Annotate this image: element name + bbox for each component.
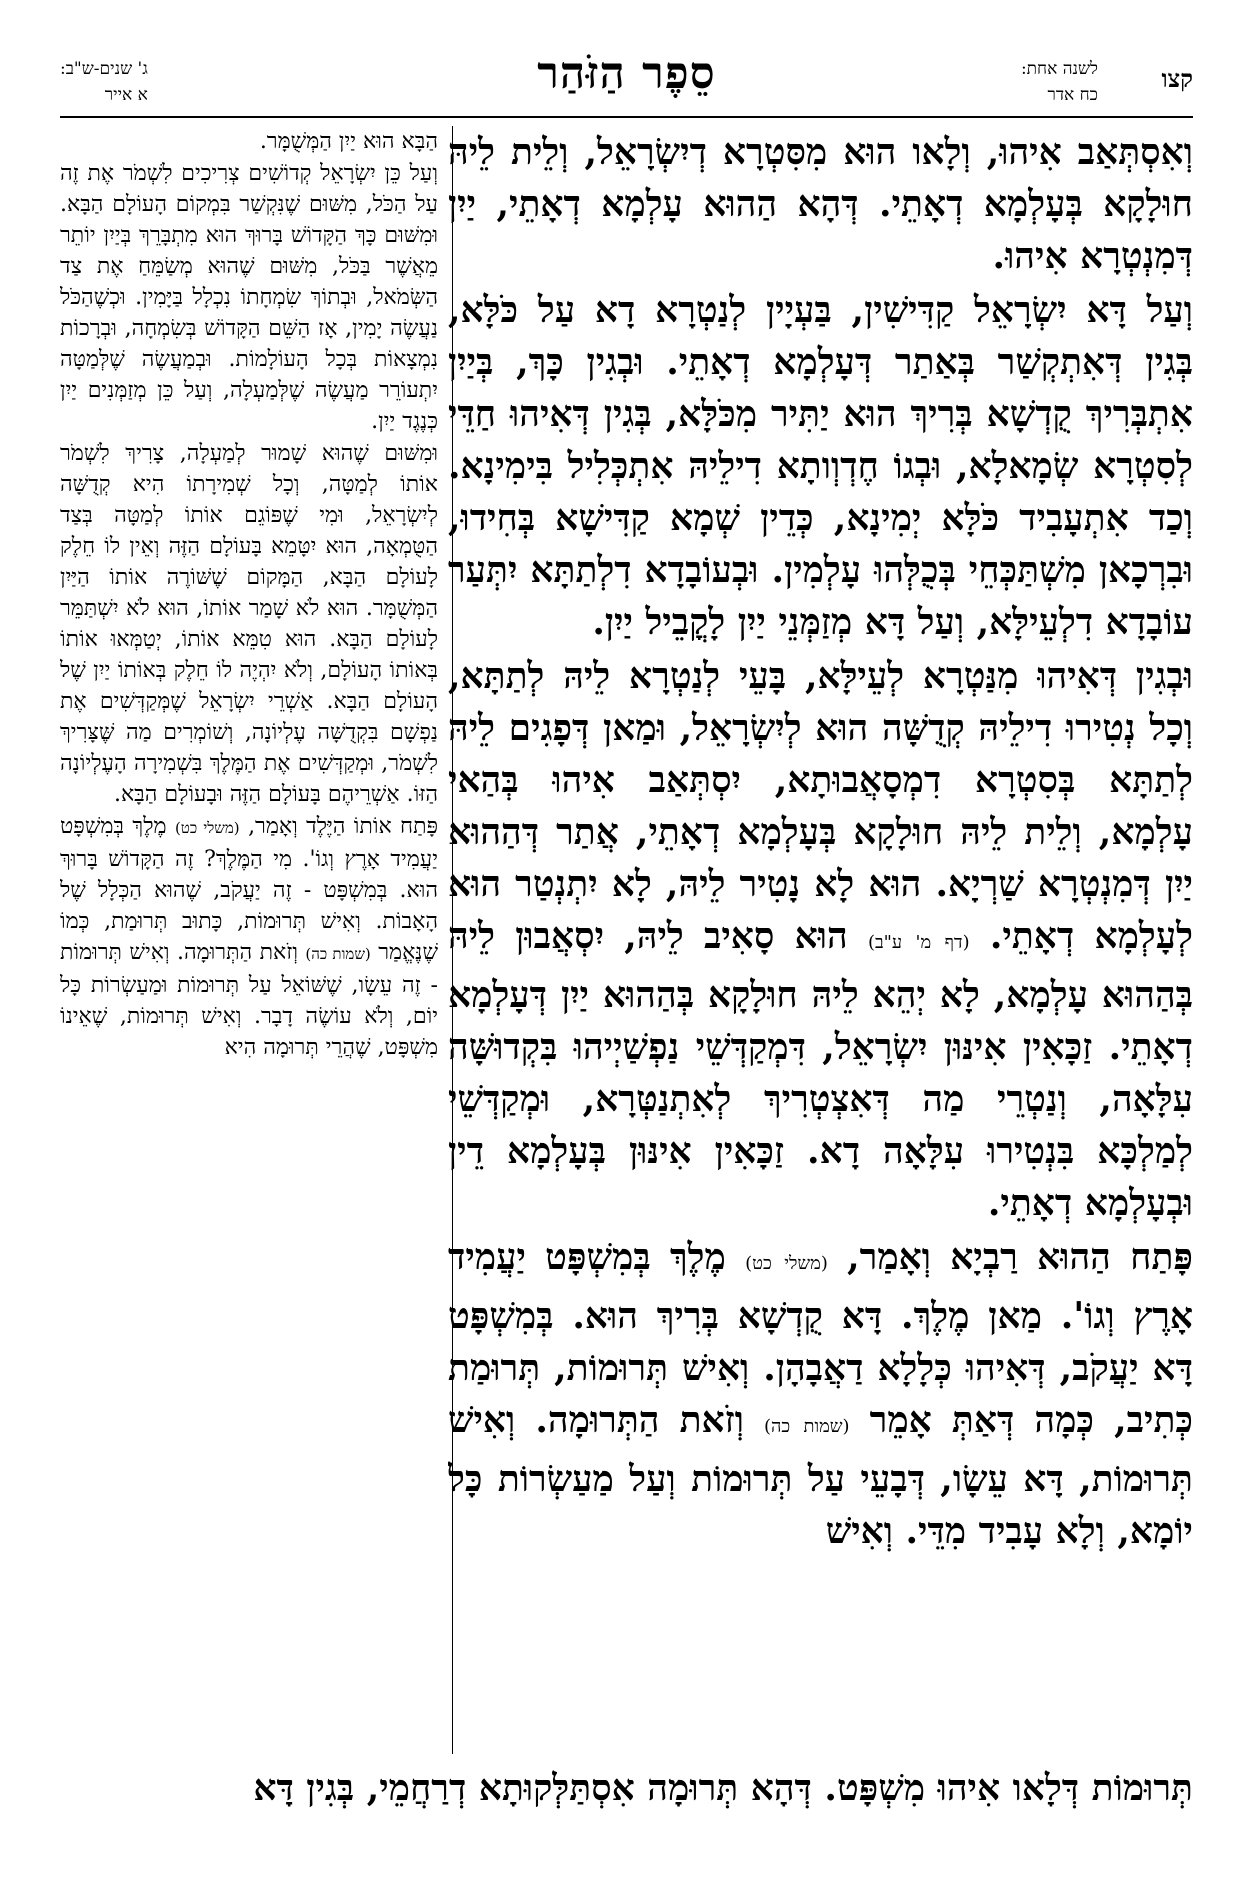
- continuation-line: תְּרוּמוֹת דְּלָאו אִיהוּ מִשְׁפָּט. דְּהָא תְּרוּמָה אִסְתַּלְּקוּתָא דְרַחֲמֵי, בְּגִין דָּא: [253, 1767, 1193, 1809]
- main-text: מֶלֶךְ בְּמִשְׁפָּט יַעֲמִיד אָרֶץ וְגוֹ'. מַאן מֶלֶךְ. דָּא קֻדְשָׁא בְּרִיךְ הוּא. בְּמִשְׁפָּט דָּא יַעֲקֹב, דְּאִיהוּ כְּלָלָא דַאֲבָהָן. וְאִישׁ תְּרוּמוֹת, תְּרוּמַת כְּתִיב, כְּמָה דְּאַתְּ אָמֵר: [448, 1236, 1193, 1441]
- side-text: פָּתַח אוֹתוֹ הַיֶּלֶד וְאָמַר,: [248, 814, 438, 839]
- main-text: הוּא סָאִיב לֵיהּ, יִסְאֲבוּן לֵיהּ בְּהַהוּא עָלְמָא, לָא יְהֵא לֵיהּ חוּלָקָא בְּהַהוּא יַיִן דְּעָלְמָא דְאָתֵי. זַכָּאִין אִינּוּן יִשְׂרָאֵל, דִּמְקַדְּשֵׁי נַפְשַׁיְיהוּ בִּקְדוּשָּׁה עִלָּאָה, וְנַטְרֵי מַה דְּאִצְטְרִיךְ לְאִתְנַטְּרָא, וּמְקַדְּשֵׁי לְמַלְכָּא בִּנְטִירוּ עִלָּאָה דָא. זַכָּאִין אִינּוּן בְּעָלְמָא דֵין וּבְעָלְמָא דְאָתֵי.: [448, 915, 1193, 1224]
- header-divider: [60, 116, 1193, 118]
- side-text: וְזֹאת הַתְּרוּמָה. וְאִישׁ תְּרוּמוֹת - זֶה עֵשָׂו, שֶׁשּׁוֹאֵל עַל תְּרוּמוֹת וּמַעַשְׂרוֹת כָּל יוֹם, וְלֹא עוֹשֶׂה דָבָר. וְאִישׁ תְּרוּמוֹת, שֶׁאֵינוֹ מִשְׁפָּט, שֶׁהֲרֵי תְּרוּמָה הִיא: [60, 940, 438, 1060]
- hebrew-translation-column: [60, 126, 438, 1754]
- verse-reference: (שמות כה): [305, 945, 371, 963]
- main-paragraph: וְאִסְתְּאַב אִיהוּ, וְלָאו הוּא מִסִּטְרָא דְיִשְׂרָאֵל, וְלֵית לֵיהּ חוּלָקָא בְּעָלְמָא דְאָתֵי. דְּהָא הַהוּא עָלְמָא דְאָתֵי, יַיִן דְּמִנְטְרָא אִיהוּ.: [448, 131, 1193, 277]
- schedule-date: א אייר: [104, 85, 148, 105]
- page-header: [60, 48, 1193, 118]
- column-divider: [452, 126, 453, 1754]
- verse-reference: (שמות כה): [764, 1416, 850, 1437]
- reading-schedule-three-year: [60, 56, 148, 108]
- side-text: מֶלֶךְ בְּמִשְׁפָּט יַעֲמִיד אָרֶץ וְגוֹ'. מִי הַמֶּלֶךְ? זֶה הַקָּדוֹשׁ בָּרוּךְ הוּא. בְּמִשְׁפָּט - זֶה יַעֲקֹב, שֶׁהוּא הַכְּלָל שֶׁל הָאָבוֹת. וְאִישׁ תְּרוּמוֹת, כָּתוּב תְּרוּמַת, כְּמוֹ שֶׁנֶּאֱמַר: [60, 814, 438, 965]
- side-paragraph: וְעַל כֵּן יִשְׂרָאֵל קְדוֹשִׁים צְרִיכִים לִשְׁמֹר אֶת זֶה עַל הַכֹּל, מִשּׁוּם שֶׁנִּקְשַׁר בִּמְקוֹם הָעוֹלָם הַבָּא. וּמִשּׁוּם כָּךְ הַקָּדוֹשׁ בָּרוּךְ הוּא מִתְבָּרֵךְ בְּיַיִן יוֹתֵר מֵאֲשֶׁר בַּכֹּל, מִשּׁוּם שֶׁהוּא מְשַׂמֵּחַ אֶת צַד הַשְּׂמֹאל, וּבְתוֹךְ שִׂמְחָתוֹ נִכְלָל בַּיָּמִין. וּכְשֶׁהַכֹּל נַעֲשֶׂה יָמִין, אָז הַשֵּׁם הַקָּדוֹשׁ בְּשִׂמְחָה, וּבְרָכוֹת נִמְצָאוֹת בְּכָל הָעוֹלָמוֹת. וּבְמַעֲשֶׂה שֶׁלְּמַטָּה יִתְעוֹרֵר מַעֲשֶׂה שֶׁלְּמַעְלָה, וְעַל כֵּן מְזַמְּנִים יַיִן כְּנֶגֶד יַיִן.: [60, 161, 438, 434]
- main-paragraph: [448, 650, 1193, 1229]
- main-paragraph: וְעַל דָּא יִשְׂרָאֵל קַדִּישִׁין, בַּעְיָין לְנַטְרָא דָא עַל כֹּלָּא, בְּגִין דְּאִתְקְשַׁר בְּאַתַר דְּעָלְמָא דְאָתֵי. וּבְגִין כָּךְ, בְּיַיִן אִתְבְּרִיךְ קֻדְשָׁא בְּרִיךְ הוּא יַתִּיר מִכֹּלָּא, בְּגִין דְּאִיהוּ חַדֵּי לְסִטְרָא שְׂמָאלָא, וּבְגוֹ חֶדְוְותָא דִילֵיהּ אִתְכְּלִיל בִּימִינָא. וְכַד אִתְעָבִיד כֹּלָּא יְמִינָא, כְּדֵין שְׁמָא קַדִּישָׁא בְּחִידוּ, וּבִרְכָאן מִשְׁתַּכְּחֵי בְּכֻלְּהוּ עָלְמִין. וּבְעוֹבָדָא דִלְתַתָּא יִתְּעַר עוֹבָדָא דִלְעֵילָּא, וְעַל דָּא מְזַמְּנֵי יַיִן לָקֳבֵיל יַיִן.: [448, 289, 1193, 643]
- page-number: קצו: [1161, 64, 1193, 93]
- folio-reference: (דף מ' ע"ב): [867, 932, 970, 953]
- main-text: וְזֹאת הַתְּרוּמָה. וְאִישׁ תְּרוּמוֹת, דָּא עֵשָׂו, דְּבָעֵי עַל תְּרוּמוֹת וְעַל מַעַשְׂרוֹת כָּל יוֹמָא, וְלָא עָבִיד מִדֵּי. וְאִישׁ: [448, 1399, 1193, 1552]
- book-title: סֵפֶר הַזֹּהַר: [537, 48, 716, 99]
- side-paragraph: הַבָּא הוּא יַיִן הַמְּשֻׁמָּר.: [259, 129, 438, 154]
- schedule-date: כח אדר: [1047, 85, 1098, 105]
- verse-reference: (משלי כט): [745, 1253, 828, 1274]
- main-text: וּבְגִין דְּאִיהוּ מִנַּטְרָא לְעֵילָּא, בָּעֵי לְנַטְרָא לֵיהּ לְתַתָּא, וְכָל נְטִירוּ דִילֵיהּ קְדֻשָּׁה הוּא לְיִשְׂרָאֵל, וּמַאן דְּפָגִים לֵיהּ לְתַתָּא בְּסִטְרָא דִמְסָאֲבוּתָא, יִסְתְּאַב אִיהוּ בְּהַאי עָלְמָא, וְלֵית לֵיהּ חוּלָקָא בְּעָלְמָא דְאָתֵי, אֲתַר דְּהַהוּא יַיִן דְּמִנְטְרָא שַׁרְיָא. הוּא לָא נָטִיר לֵיהּ, לָא יִתְנְטַר הוּא לְעָלְמָא דְאָתֵי.: [448, 655, 1193, 957]
- aramaic-text-column: [448, 126, 1193, 1754]
- side-paragraph: [60, 811, 438, 1063]
- main-text: פָּתַח הַהוּא רַבְיָא וְאָמַר,: [847, 1236, 1193, 1278]
- schedule-label: ג' שנים-ש"ב:: [60, 59, 148, 79]
- main-paragraph: [448, 1231, 1193, 1557]
- side-paragraph: וּמִשּׁוּם שֶׁהוּא שָׁמוּר לְמַעְלָה, צָרִיךְ לִשְׁמֹר אוֹתוֹ לְמַטָּה, וְכָל שְׁמִירָתוֹ הִיא קְדֻשָּׁה לְיִשְׂרָאֵל, וּמִי שֶׁפּוֹגֵם אוֹתוֹ לְמַטָּה בְּצַד הַטֻּמְאָה, הוּא יִטָּמֵא בָּעוֹלָם הַזֶּה וְאֵין לוֹ חֵלֶק לָעוֹלָם הַבָּא, הַמָּקוֹם שֶׁשּׁוֹרֶה אוֹתוֹ הַיַּיִן הַמְּשֻׁמָּר. הוּא לֹא שָׁמַר אוֹתוֹ, הוּא לֹא יִשְׁתַּמֵּר לָעוֹלָם הַבָּא. הוּא טִמֵּא אוֹתוֹ, יְטַמְּאוּ אוֹתוֹ בְּאוֹתוֹ הָעוֹלָם, וְלֹא יִהְיֶה לוֹ חֵלֶק בְּאוֹתוֹ יַיִן שֶׁל הָעוֹלָם הַבָּא. אַשְׁרֵי יִשְׂרָאֵל שֶׁמְּקַדְּשִׁים אֶת נַפְשָׁם בִּקְדֻשָּׁה עֶלְיוֹנָה, וְשׁוֹמְרִים מַה שֶּׁצָּרִיךְ לִשְׁמֹר, וּמְקַדְּשִׁים אֶת הַמֶּלֶךְ בִּשְׁמִירָה הָעֶלְיוֹנָה הַזּוֹ. אַשְׁרֵיהֶם בָּעוֹלָם הַזֶּה וּבָעוֹלָם הַבָּא.: [60, 441, 438, 807]
- schedule-label: לשנה אחת:: [1020, 59, 1098, 79]
- verse-reference: (משלי כט): [174, 819, 240, 837]
